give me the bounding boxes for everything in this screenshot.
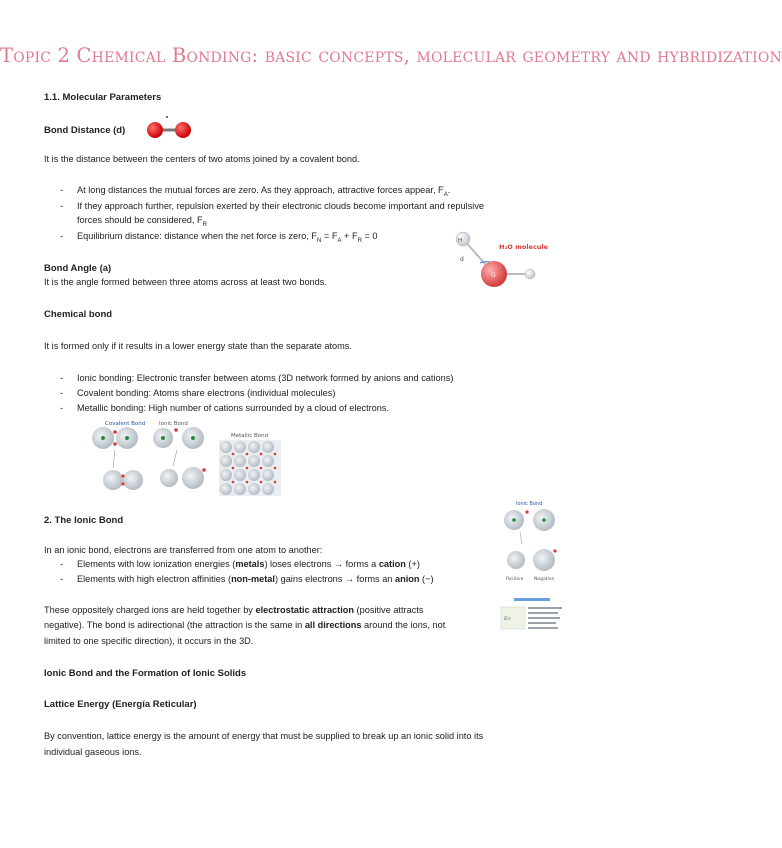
chemical-bond-definition: It is formed only if it results in a lower energy state than the separate atoms.	[44, 341, 352, 351]
heading-lattice-energy: Lattice Energy (Energía Reticular)	[44, 699, 197, 710]
lattice-energy-line-1: By convention, lattice energy is the amount of energy that must be supplied to break up an ionic solid into its	[44, 731, 484, 741]
svg-text:E∝: E∝	[504, 616, 512, 622]
covalent-bond-label: Covalent Bond	[105, 421, 146, 427]
lattice-energy-line-2: individual gaseous ions.	[44, 747, 142, 757]
section-heading-molecular-parameters: 1.1. Molecular Parameters	[44, 92, 162, 103]
water-molecule-figure	[450, 225, 550, 291]
metallic-bond-label: Metallic Bond	[231, 433, 269, 439]
list-item-continuation: forces should be considered, $F_R$	[77, 215, 207, 228]
page-title: Topic 2 Chemical Bonding: basic concepts, molecular geometry and hybridization	[0, 44, 782, 67]
svg-text:d: d	[460, 256, 464, 263]
heading-ionic-solids: Ionic Bond and the Formation of Ionic Solids	[44, 668, 247, 679]
svg-text:H: H	[458, 237, 463, 244]
list-item: - Elements with high electron affinities (non-metal) gains electrons → forms an anion (−)	[60, 574, 434, 584]
ionic-bond-label: Ionic Bond	[159, 421, 188, 427]
section-heading-ionic-bond: 2. The Ionic Bond	[44, 515, 124, 526]
svg-text:O: O	[491, 272, 496, 279]
list-item: - Elements with low ionization energies (metals) loses electrons → forms a cation (+)	[60, 559, 420, 569]
list-item: - If they approach further, repulsion exerted by their electronic clouds become important and repulsive	[60, 201, 485, 211]
list-item: - At long distances the mutual forces are zero. As they approach, attractive forces appear, $F_A$.	[60, 185, 451, 198]
ionic-paragraph-line-2: negative). The bond is adirectional (the attraction is the same in all directions around the ions, not	[44, 620, 446, 630]
ionic-equation-figure	[500, 597, 564, 637]
diatomic-molecule-figure	[142, 113, 196, 145]
list-item: - Covalent bonding: Atoms share electrons (individual molecules)	[60, 388, 336, 398]
list-item: - Metallic bonding: High number of cations surrounded by a cloud of electrons.	[60, 403, 390, 413]
ionic-bond-side-figure	[500, 498, 562, 584]
ionic-bond-intro: In an ionic bond, electrons are transferred from one atom to another:	[44, 545, 323, 555]
bond-distance-definition: It is the distance between the centers of two atoms joined by a covalent bond.	[44, 154, 360, 164]
anion-label: Negative	[534, 577, 555, 582]
ionic-figure-title: Ionic Bond	[516, 501, 543, 507]
heading-chemical-bond: Chemical bond	[44, 309, 113, 320]
cation-label: Positive	[506, 577, 524, 582]
heading-bond-angle: Bond Angle (a)	[44, 263, 112, 274]
bond-angle-definition: It is the angle formed between three atoms across at least two bonds.	[44, 277, 327, 287]
list-item: - Ionic bonding: Electronic transfer between atoms (3D network formed by anions and cations)	[60, 373, 454, 383]
list-item: - Equilibrium distance: distance when the net force is zero, $F_N = F_A + F_R = 0$	[60, 231, 378, 244]
water-molecule-label: H₂O molecule	[499, 243, 549, 251]
ionic-paragraph-line-3: limited to one specific direction), it occurs in the 3D.	[44, 636, 254, 646]
heading-bond-distance: Bond Distance (d)	[44, 125, 126, 136]
ionic-paragraph-line-1: These oppositely charged ions are held together by electrostatic attraction (positive attracts	[44, 605, 424, 615]
bond-types-figure	[85, 418, 285, 498]
